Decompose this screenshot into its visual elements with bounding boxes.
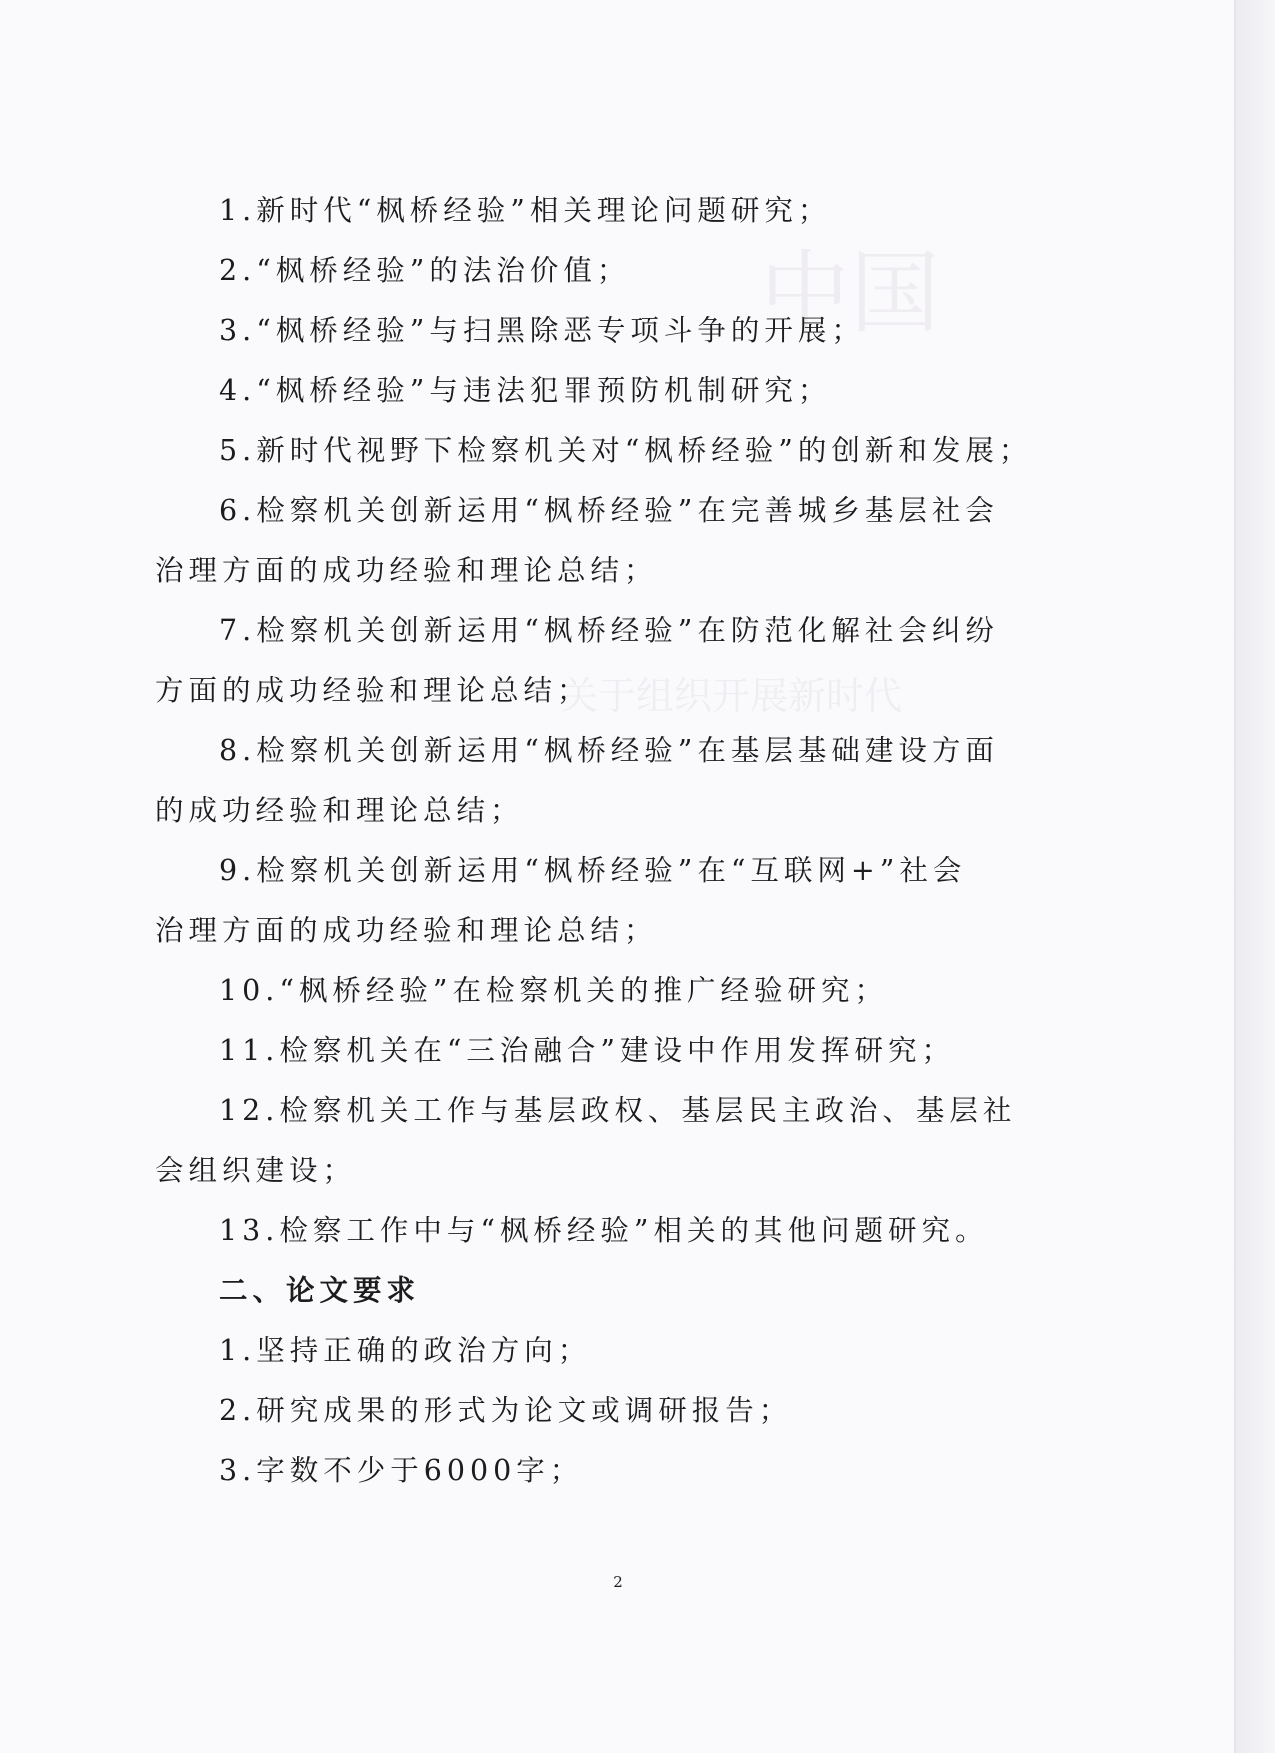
topic-item-8-cont: 的成功经验和理论总结； [155, 794, 524, 827]
requirement-item-3: 3.字数不少于6000字； [219, 1454, 584, 1487]
requirement-item-1: 1.坚持正确的政治方向； [219, 1334, 592, 1367]
topic-item-5: 5.新时代视野下检察机关对“枫桥经验”的创新和发展； [219, 434, 1033, 467]
topic-item-11: 11.检察机关在“三治融合”建设中作用发挥研究； [219, 1034, 955, 1067]
topic-item-2: 2.“枫桥经验”的法治价值； [219, 254, 631, 287]
topic-item-12-cont: 会组织建设； [155, 1154, 357, 1187]
topic-item-8: 8.检察机关创新运用“枫桥经验”在基层基础建设方面 [219, 734, 999, 767]
topic-item-13: 13.检察工作中与“枫桥经验”相关的其他问题研究。 [219, 1214, 989, 1247]
topic-item-1: 1.新时代“枫桥经验”相关理论问题研究； [219, 194, 832, 227]
topic-item-7-cont: 方面的成功经验和理论总结； [155, 674, 591, 707]
topic-item-6-cont: 治理方面的成功经验和理论总结； [155, 554, 658, 587]
topic-item-12: 12.检察机关工作与基层政权、基层民主政治、基层社 [219, 1094, 1017, 1127]
topic-item-10: 10.“枫桥经验”在检察机关的推广经验研究； [219, 974, 888, 1007]
topic-item-4: 4.“枫桥经验”与违法犯罪预防机制研究； [219, 374, 832, 407]
page-number: 2 [613, 1573, 623, 1591]
topic-item-9: 9.检察机关创新运用“枫桥经验”在“互联网+”社会 [219, 854, 967, 887]
topic-item-3: 3.“枫桥经验”与扫黑除恶专项斗争的开展； [219, 314, 865, 347]
topic-item-9-cont: 治理方面的成功经验和理论总结； [155, 914, 658, 947]
requirement-item-2: 2.研究成果的形式为论文或调研报告； [219, 1394, 793, 1427]
topic-item-7: 7.检察机关创新运用“枫桥经验”在防范化解社会纠纷 [219, 614, 999, 647]
scan-edge [1236, 0, 1275, 1753]
topic-item-6: 6.检察机关创新运用“枫桥经验”在完善城乡基层社会 [219, 494, 999, 527]
bleed-through-watermark: 关于组织开展新时代 [560, 674, 903, 718]
section-heading: 二、论文要求 [219, 1274, 421, 1307]
bleed-through-watermark: 中国 [760, 241, 940, 346]
